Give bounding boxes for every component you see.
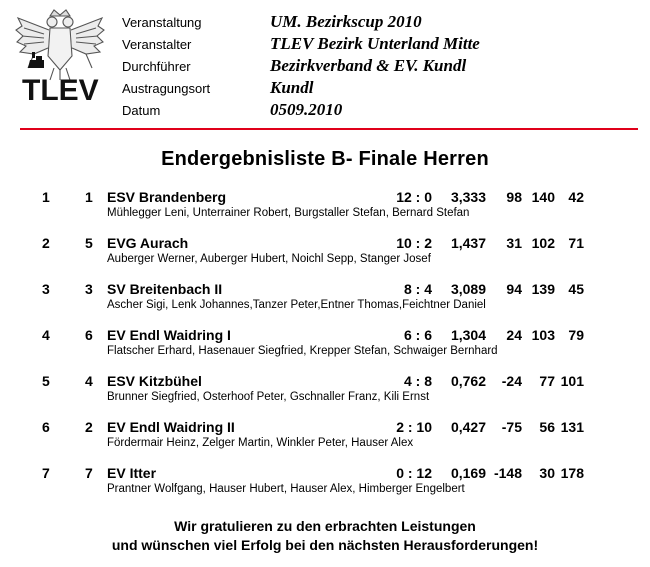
meta-row-durchfuehrer: [122, 56, 642, 78]
team-name: EV Endl Waidring II: [107, 419, 235, 435]
start-number: 4: [85, 373, 93, 389]
difference: 94: [506, 281, 522, 297]
player-names: Mühlegger Leni, Unterrainer Robert, Burgstaller Stefan, Bernard Stefan: [107, 207, 470, 219]
stock-points: 56: [539, 419, 555, 435]
stock-points: 102: [531, 235, 555, 251]
score: 71: [568, 235, 584, 251]
team-name: EVG Aurach: [107, 235, 189, 251]
page-title: Endergebnisliste B- Finale Herren: [161, 148, 489, 170]
rank: 5: [42, 373, 50, 389]
rank: 2: [42, 235, 50, 251]
event-info: [122, 12, 642, 122]
score: 101: [560, 373, 584, 389]
difference: -24: [501, 373, 522, 389]
score: 79: [568, 327, 584, 343]
start-number: 3: [85, 281, 93, 297]
meta-row-veranstalter: [122, 34, 642, 56]
player-names: Brunner Siegfried, Osterhoof Peter, Gschnaller Franz, Kili Ernst: [107, 391, 430, 403]
meta-label: Veranstalter: [122, 37, 192, 52]
start-number: 7: [85, 465, 93, 481]
quotient: 3,089: [450, 281, 486, 297]
points: 8 : 4: [403, 281, 432, 297]
points: 10 : 2: [396, 235, 432, 251]
quotient: 0,427: [450, 419, 486, 435]
result-row: [0, 279, 650, 325]
quotient: 0,169: [450, 465, 486, 481]
start-number: 1: [85, 189, 93, 205]
stock-points: 30: [539, 465, 555, 481]
meta-value: TLEV Bezirk Unterland Mitte: [270, 34, 480, 53]
difference: -148: [493, 465, 522, 481]
rank: 3: [42, 281, 50, 297]
quotient: 1,304: [450, 327, 486, 343]
score: 42: [568, 189, 584, 205]
difference: 24: [506, 327, 522, 343]
meta-label: Austragungsort: [122, 81, 211, 96]
result-row: [0, 463, 650, 509]
meta-label: Datum: [122, 103, 161, 118]
player-names: Fördermair Heinz, Zelger Martin, Winkler Peter, Hauser Alex: [107, 437, 414, 449]
start-number: 6: [85, 327, 93, 343]
stock-points: 139: [531, 281, 555, 297]
rank: 7: [42, 465, 50, 481]
result-row: [0, 233, 650, 279]
points: 4 : 8: [403, 373, 432, 389]
result-row: [0, 187, 650, 233]
closing-message: [0, 517, 650, 555]
team-name: SV Breitenbach II: [107, 281, 223, 297]
results-list: [0, 187, 650, 509]
meta-value: Kundl: [270, 78, 314, 97]
score: 178: [560, 465, 584, 481]
points: 12 : 0: [396, 189, 432, 205]
meta-row-austragungsort: [122, 78, 642, 100]
result-row: [0, 325, 650, 371]
meta-value: 0509.2010: [270, 100, 343, 119]
score: 45: [568, 281, 584, 297]
stock-points: 140: [531, 189, 555, 205]
difference: -75: [501, 419, 522, 435]
team-name: ESV Brandenberg: [107, 189, 227, 205]
points: 2 : 10: [396, 419, 432, 435]
quotient: 0,762: [450, 373, 486, 389]
score: 131: [560, 419, 584, 435]
player-names: Ascher Sigi, Lenk Johannes,Tanzer Peter,Entner Thomas,Feichtner Daniel: [107, 299, 486, 311]
closing-line-1: Wir gratulieren zu den erbrachten Leistungen: [174, 518, 476, 534]
team-name: EV Itter: [107, 465, 157, 481]
difference: 31: [506, 235, 522, 251]
result-row: [0, 371, 650, 417]
team-name: EV Endl Waidring I: [107, 327, 231, 343]
player-names: Auberger Werner, Auberger Hubert, Noichl Sepp, Stanger Josef: [107, 253, 431, 265]
meta-value: Bezirkverband & EV. Kundl: [270, 56, 467, 75]
quotient: 3,333: [450, 189, 486, 205]
meta-row-veranstaltung: [122, 12, 642, 34]
rank: 1: [42, 189, 50, 205]
start-number: 2: [85, 419, 93, 435]
closing-line-2: und wünschen viel Erfolg bei den nächsten Herausforderungen!: [111, 537, 539, 553]
points: 0 : 12: [396, 465, 432, 481]
meta-row-datum: [122, 100, 642, 122]
player-names: Prantner Wolfgang, Hauser Hubert, Hauser Alex, Himberger Engelbert: [107, 483, 465, 495]
meta-label: Veranstaltung: [122, 15, 202, 30]
difference: 98: [506, 189, 522, 205]
team-name: ESV Kitzbühel: [107, 373, 202, 389]
tlev-logo: [14, 8, 106, 112]
points: 6 : 6: [403, 327, 432, 343]
logo-text: TLEV: [22, 74, 99, 107]
start-number: 5: [85, 235, 93, 251]
header-divider: [20, 128, 638, 130]
rank: 4: [42, 327, 50, 343]
quotient: 1,437: [450, 235, 486, 251]
rank: 6: [42, 419, 50, 435]
meta-value: UM. Bezirkscup 2010: [270, 12, 422, 31]
stock-points: 103: [531, 327, 555, 343]
player-names: Flatscher Erhard, Hasenauer Siegfried, Krepper Stefan, Schwaiger Bernhard: [107, 345, 498, 357]
meta-label: Durchführer: [122, 59, 191, 74]
result-row: [0, 417, 650, 463]
stock-points: 77: [539, 373, 555, 389]
